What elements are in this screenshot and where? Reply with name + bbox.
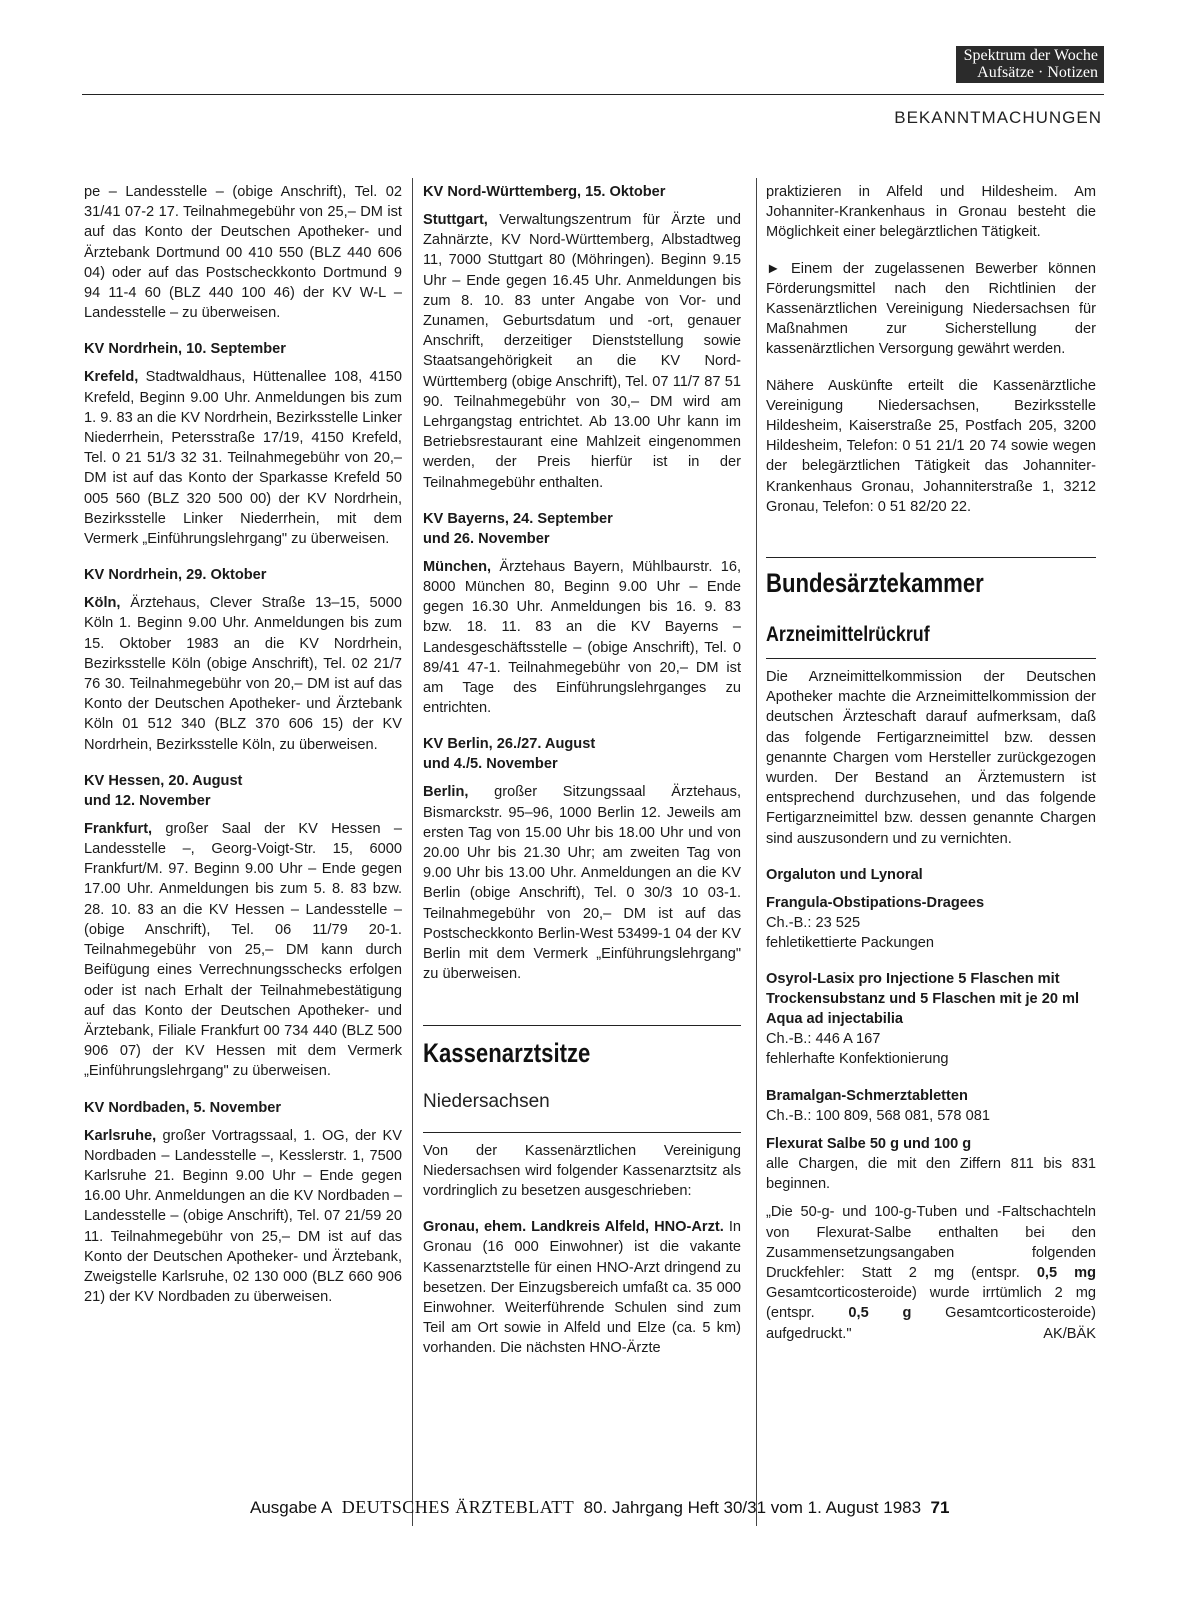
heading: KV Bayerns, 24. September <box>423 510 613 527</box>
paragraph: Die Arzneimittelkommission der Deutschen Apotheker machte die Arzneimittelkommission der deutschen Ärzteschaft darauf aufmerksam, daß das folgende Fertigarzneimittel bzw. dessen genannte Chargen vom Hersteller zurückgezogen wurden. Der Bestand an Ärztemustern ist entsprechend durchzusehen, und das folgende Fertigarzneimittel bzw. dessen genannte Chargen sind auszusondern und zu vernichten. <box>766 669 1096 847</box>
heading: KV Berlin, 26./27. August <box>423 736 596 753</box>
city: München, <box>423 558 492 575</box>
paragraph: Köln, Ärztehaus, Clever Straße 13–15, 5000 Köln 1. Beginn 9.00 Uhr. Anmeldungen bis zum 15. Oktober 1983 an die KV Nordrhein, Bezirksstelle Köln (obige Anschrift), Tel. 02 21/7 76 30. Teilnahmegebühr von 20,– DM ist auf das Konto der Deutschen Apotheker- und Ärztebank Köln 01 512 340 (BLZ 370 606 15) der KV Nordrhein, Bezirksstelle Köln, zu überweisen. <box>84 595 402 753</box>
section-title-kassenarztsitze: Kassenarztsitze <box>423 1037 591 1068</box>
paragraph: pe – Landesstelle – (obige Anschrift), Tel. 02 31/41 07-2 17. Teilnahmegebühr von 25,– DM ist auf das Konto der Deutschen Apotheker- und Ärztebank Dortmund 00 410 550 (BLZ 440 606 04) oder auf das Postscheckkonto Dortmund 9 94 11-4 60 (BLZ 440 100 46) der KV W-L – Landesstelle – zu überweisen. <box>84 184 402 322</box>
column-1 <box>84 182 402 1307</box>
city: Stuttgart, <box>423 212 488 228</box>
batch-line: Ch.-B.: 446 A 167 <box>766 1031 881 1048</box>
city: Frankfurt, <box>84 820 153 837</box>
paragraph: Frankfurt, großer Saal der KV Hessen – Landesstelle –, Georg-Voigt-Str. 15, 6000 Frankfurt/M. 97. Beginn 9.00 Uhr – Ende gegen 17.00 Uhr. Anmeldungen bis zum 5. 8. 83 bzw. 28. 10. 83 an die KV Hessen – Landesstelle – (obige Anschrift), Tel. 06 11/79 20-1. Teilnahmegebühr von 25,– DM kann durch Beifügung eines Verrechnungsschecks erfolgen oder ist nach Erhalt der Teilnahmebestätigung auf das Konto der Deutschen Apotheker- und Ärztebank, Filiale Frankfurt 00 734 440 (BLZ 500 906 07) der KV Hessen mit dem Vermerk „Einführungslehrgang" zu überweisen. <box>84 820 402 1080</box>
column-divider-2 <box>756 178 757 1526</box>
section-label: BEKANNTMACHUNGEN <box>894 108 1102 127</box>
paragraph: Stuttgart, Verwaltungszentrum für Ärzte und Zahnärzte, KV Nord-Württemberg, Albstadtweg 11, 7000 Stuttgart 80 (Möhringen). Beginn 9.15 Uhr – Ende gegen 16.45 Uhr. Anmeldungen bis zum 8. 10. 83 unter Angabe von Vor- und Zunamen, Geburtsdatum und -ort, genauer Anschrift, derzeitiger Dienststellung sowie Staatsangehörigkeit an die KV Nord-Württemberg (obige Anschrift), Tel. 07 11/7 87 51 90. Teilnahmegebühr von 30,– DM wird am Lehrgangstag entrichtet. Ab 13.00 Uhr kann im Betriebsrestaurant eine Mahlzeit eingenommen werden, der Preis hierfür ist in der Teilnahmegebühr enthalten. <box>423 212 741 491</box>
batch-note: fehletikettierte Packungen <box>766 935 934 952</box>
paragraph: Nähere Auskünfte erteilt die Kassenärztliche Vereinigung Niedersachsen, Bezirksstelle Hildesheim, Kaiserstraße 25, Postfach 205, 3200 Hildesheim, Telefon: 0 51 21/1 20 74 sowie wegen der belegärztlichen Tätigkeit das Johanniter-Krankenhaus Gronau, Johanniterstraße 1, 3212 Gronau, Telefon: 0 51 82/20 22. <box>766 377 1096 515</box>
batch-note: fehlerhafte Konfektionierung <box>766 1051 949 1068</box>
heading: und 26. November <box>423 530 550 547</box>
batch-line: Ch.-B.: 100 809, 568 081, 578 081 <box>766 1107 990 1124</box>
paragraph: Berlin, großer Sitzungssaal Ärztehaus, Bismarckstr. 95–96, 1000 Berlin 12. Jeweils am ersten Tag von 15.00 Uhr bis 18.00 Uhr und von 20.00 Uhr bis 21.30 Uhr; am zweiten Tag von 9.00 Uhr bis 13.00 Uhr. Anmeldungen an die KV Berlin (obige Anschrift), Tel. 0 30/3 10 03-1. Teilnahmegebühr von 20,– DM ist auf das Postscheckkonto Berlin-West 53499-1 04 der KV Berlin mit dem Vermerk „Einführungslehrgang" zu überweisen. <box>423 784 741 983</box>
masthead-line1: Spektrum der Woche <box>963 47 1098 64</box>
section-title-bundesaerztekammer: Bundesärztekammer <box>766 568 984 599</box>
paragraph: Gronau, ehem. Landkreis Alfeld, HNO-Arzt. In Gronau (16 000 Einwohner) ist die vakante Kassenarztstelle für einen HNO-Arzt dringend zu besetzen. Der Einzugsbereich umfaßt ca. 35 000 Einwohner. Weiterführende Schulen sind zum Teil am Ort sowie in Alfeld und Elze (ca. 5 km) vorhanden. Die nächsten HNO-Ärzte <box>423 1219 741 1357</box>
product-heading: Frangula-Obstipations-Dragees <box>766 894 985 911</box>
journal-title: DEUTSCHES ÄRZTEBLATT <box>341 1497 575 1517</box>
announcement-title: Gronau, ehem. Landkreis Alfeld, HNO-Arzt. <box>423 1219 724 1236</box>
issue-info: 80. Jahrgang Heft 30/31 vom 1. August 1983 <box>583 1498 922 1517</box>
column-3 <box>766 182 1096 1344</box>
signature: AK/BÄK <box>1043 1325 1096 1342</box>
subsection-title-niedersachsen: Niedersachsen <box>423 1090 550 1112</box>
edition: Ausgabe A <box>250 1498 333 1517</box>
city: Köln, <box>84 595 121 612</box>
paragraph: Krefeld, Stadtwaldhaus, Hüttenallee 108, 4150 Krefeld, Beginn 9.00 Uhr. Anmeldungen bis zum 1. 9. 83 an die KV Nordrhein, Bezirksstelle Linker Niederrhein, Petersstraße 17/19, 4150 Krefeld, Tel. 0 21 51/3 32 31. Teilnahmegebühr von 20,– DM ist auf das Konto der Sparkasse Krefeld 50 005 560 (BLZ 320 500 00) der KV Nordrhein, Bezirksstelle Linker Niederrhein, mit dem Vermerk „Einführungslehrgang" zu überweisen. <box>84 369 402 548</box>
heading: KV Hessen, 20. August <box>84 772 243 789</box>
product-heading: Bramalgan-Schmerztabletten <box>766 1087 968 1104</box>
paragraph: praktizieren in Alfeld und Hildesheim. Am Johanniter-Krankenhaus in Gronau besteht die Möglichkeit einer belegärztlichen Tätigkeit. <box>766 184 1096 241</box>
product-heading: Orgaluton und Lynoral <box>766 866 923 883</box>
paragraph: ► Einem der zugelassenen Bewerber können Förderungsmittel nach den Richtlinien der Kassenärztlichen Vereinigung Niedersachsen für Maßnahmen zur Sicherstellung der kassenärztlichen Versorgung gewährt werden. <box>766 260 1096 358</box>
column-divider-1 <box>412 178 413 1526</box>
quote-paragraph: „Die 50-g- und 100-g-Tuben und -Faltschachteln von Flexurat-Salbe enthalten bei den Zusammensetzungsangaben folgenden Druckfehler: Statt 2 mg (entspr. 0,5 mg Gesamtcorticosteroide) wurde irrtümlich 2 mg (entspr. 0,5 g Gesamtcorticosteroide) aufgedruckt." AK/BÄK <box>766 1202 1096 1343</box>
heading: und 12. November <box>84 792 211 809</box>
subsection-title-arzneimittelrueckruf: Arzneimittelrückruf <box>766 623 930 647</box>
city: Berlin, <box>423 784 469 801</box>
city: Karlsruhe, <box>84 1127 157 1144</box>
heading: KV Nord-Württemberg, 15. Oktober <box>423 184 666 200</box>
heading: und 4./5. November <box>423 756 558 773</box>
product-heading: Osyrol-Lasix pro Injectione 5 Flaschen mit Trockensubstanz und 5 Flaschen mit je 20 ml Aqua ad injectabilia <box>766 971 1080 1028</box>
column-2 <box>423 182 741 1359</box>
page-number: 71 <box>930 1498 950 1517</box>
heading: KV Nordrhein, 29. Oktober <box>84 567 267 584</box>
batch-line: Ch.-B.: 23 525 <box>766 914 861 931</box>
paragraph: Von der Kassenärztlichen Vereinigung Niedersachsen wird folgender Kassenarztsitz als vordringlich zu besetzen ausgeschrieben: <box>423 1142 741 1199</box>
masthead-line2: Aufsätze · Notizen <box>977 64 1098 81</box>
product-heading: Flexurat Salbe 50 g und 100 g <box>766 1135 972 1152</box>
masthead <box>956 46 1104 83</box>
heading: KV Nordrhein, 10. September <box>84 341 286 358</box>
city: Krefeld, <box>84 369 139 386</box>
paragraph: München, Ärztehaus Bayern, Mühlbaurstr. 16, 8000 München 80, Beginn 9.00 Uhr – Ende gegen 16.30 Uhr. Anmeldungen bis 16. 9. 83 bzw. 18. 11. 83 an die KV Bayerns – Landesgeschäftsstelle – (obige Anschrift), Tel. 0 89/41 47-1. Teilnahmegebühr von 20,– DM ist am Tage des Einführungslehrganges zu entrichten. <box>423 558 741 717</box>
footer <box>250 1497 949 1518</box>
arrow-icon: ► <box>766 260 781 277</box>
header-rule <box>82 94 1104 95</box>
paragraph: Karlsruhe, großer Vortragssaal, 1. OG, der KV Nordbaden – Landesstelle –, Kesslerstr. 1, 7500 Karlsruhe 21. Beginn 9.00 Uhr – Ende gegen 16.00 Uhr. Anmeldungen an die KV Nordbaden – Landesstelle – (obige Anschrift), Tel. 07 21/59 20 11. Teilnahmegebühr von 25,– DM ist auf das Konto der Deutschen Apotheker- und Ärztebank, Zweigstelle Karlsruhe, 02 130 000 (BLZ 660 906 21) der KV Nordbaden zu überweisen. <box>84 1127 402 1306</box>
heading: KV Nordbaden, 5. November <box>84 1099 282 1116</box>
batch-line: alle Chargen, die mit den Ziffern 811 bis 831 beginnen. <box>766 1155 1096 1193</box>
